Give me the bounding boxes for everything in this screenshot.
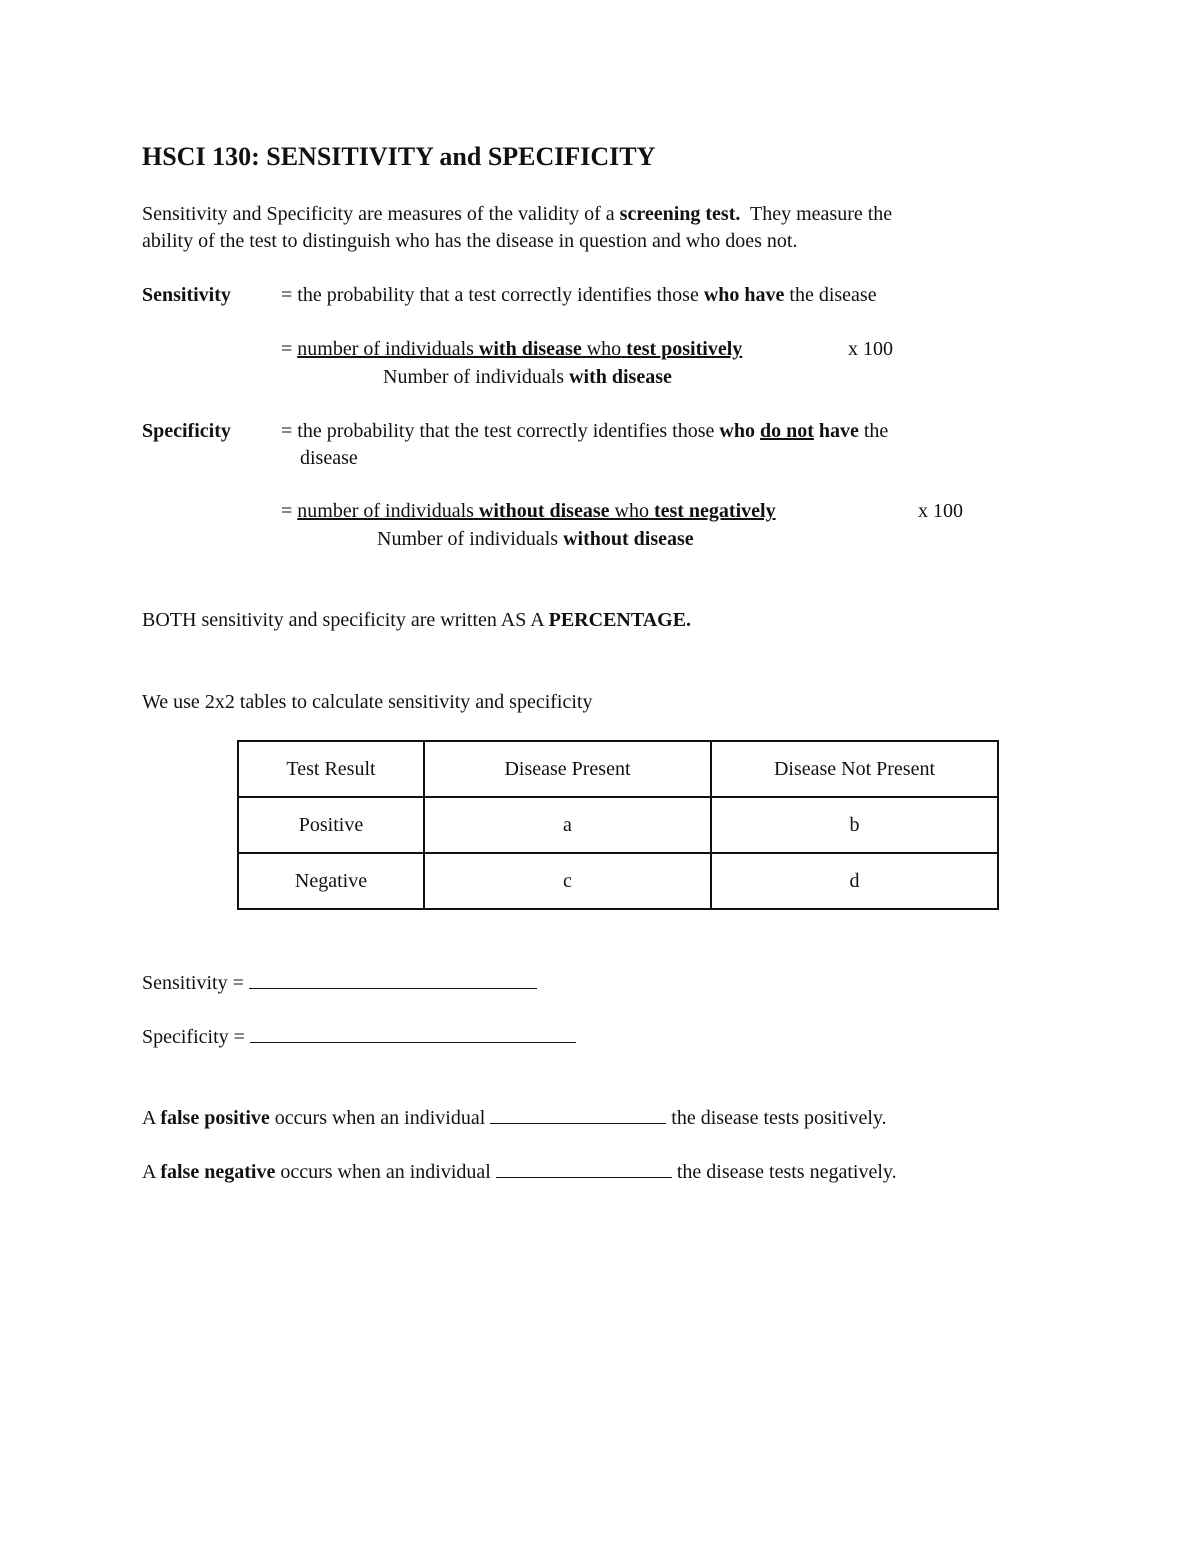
answer-blank[interactable] — [490, 1105, 666, 1124]
intro-line-1 — [142, 201, 892, 228]
sensitivity-definition — [281, 282, 877, 309]
table-cell: b — [711, 797, 998, 853]
definition-emphasis: have — [818, 420, 859, 442]
sentence-text: the disease tests positively. — [671, 1107, 887, 1129]
fill-in-label: Specificity = — [142, 1026, 245, 1048]
table-header-cell: Disease Present — [424, 741, 711, 797]
denominator-emphasis: with disease — [569, 366, 672, 388]
numerator-emphasis: test negatively — [653, 500, 776, 522]
answer-blank[interactable] — [250, 1024, 576, 1043]
table-header-cell: Test Result — [238, 741, 424, 797]
specificity-formula-denominator — [377, 526, 694, 553]
equals-sign: = — [281, 500, 293, 522]
table-cell: a — [424, 797, 711, 853]
denominator-emphasis: without disease — [563, 528, 694, 550]
table-cell: c — [424, 853, 711, 909]
sentence-text: occurs when an individual — [274, 1107, 486, 1129]
specificity-fill-in — [142, 1024, 576, 1051]
intro-text: Sensitivity and Specificity are measures of the validity of a — [142, 203, 615, 225]
numerator — [297, 500, 775, 522]
sensitivity-fill-in — [142, 970, 537, 997]
numerator-text: who — [614, 500, 649, 522]
false-positive-sentence — [142, 1105, 887, 1132]
numerator-emphasis: with disease — [478, 338, 582, 360]
false-negative-sentence — [142, 1159, 897, 1186]
table-header-cell: Disease Not Present — [711, 741, 998, 797]
two-by-two-table — [237, 740, 999, 910]
numerator-text: number of individuals — [297, 338, 474, 360]
denominator-text: Number of individuals — [377, 528, 559, 550]
answer-blank[interactable] — [249, 970, 537, 989]
false-negative-term: false negative — [160, 1161, 276, 1183]
numerator-text: who — [586, 338, 622, 360]
specificity-label: Specificity — [142, 420, 231, 442]
definition-emphasis: who — [719, 420, 755, 442]
false-positive-term: false positive — [160, 1107, 270, 1129]
times-100: x 100 — [918, 500, 963, 522]
denominator-text: Number of individuals — [383, 366, 565, 388]
screening-test-term: screening test. — [619, 203, 741, 225]
specificity-formula-numerator — [281, 498, 776, 525]
definition-text: the — [863, 420, 889, 442]
sensitivity-formula-numerator — [281, 336, 742, 363]
table-row — [238, 853, 998, 909]
equals-sign: = — [281, 338, 293, 360]
intro-line-2: ability of the test to distinguish who has the disease in question and who does not. — [142, 230, 798, 252]
definition-text: the disease — [789, 284, 877, 306]
definition-text: = the probability that the test correctly identifies those — [281, 420, 715, 442]
specificity-definition — [281, 418, 888, 445]
table-cell: Positive — [238, 797, 424, 853]
definition-emphasis: who have — [703, 284, 785, 306]
sentence-text: A — [142, 1107, 156, 1129]
definition-emphasis-underlined: do not — [759, 420, 814, 442]
sensitivity-label: Sensitivity — [142, 284, 231, 306]
sentence-text: occurs when an individual — [280, 1161, 491, 1183]
sentence-text: the disease tests negatively. — [676, 1161, 897, 1183]
numerator-emphasis: test positively — [626, 338, 743, 360]
specificity-definition-cont: disease — [300, 447, 358, 469]
fill-in-label: Sensitivity = — [142, 972, 244, 994]
numerator — [297, 338, 742, 360]
table-cell: d — [711, 853, 998, 909]
table-intro: We use 2x2 tables to calculate sensitivity and specificity — [142, 691, 593, 713]
answer-blank[interactable] — [496, 1159, 672, 1178]
sentence-text: A — [142, 1161, 156, 1183]
note-text: BOTH sensitivity and specificity are written AS A — [142, 609, 544, 631]
times-100: x 100 — [848, 338, 893, 360]
numerator-text: number of individuals — [297, 500, 474, 522]
table-row — [238, 797, 998, 853]
numerator-emphasis: without disease — [478, 500, 610, 522]
percentage-note — [142, 607, 691, 634]
note-emphasis: PERCENTAGE. — [548, 609, 692, 631]
page-title: HSCI 130: SENSITIVITY and SPECIFICITY — [142, 142, 656, 171]
table-cell: Negative — [238, 853, 424, 909]
table-header-row — [238, 741, 998, 797]
intro-text: They measure the — [750, 203, 893, 225]
definition-text: = the probability that a test correctly identifies those — [281, 284, 699, 306]
sensitivity-formula-denominator — [383, 364, 672, 391]
